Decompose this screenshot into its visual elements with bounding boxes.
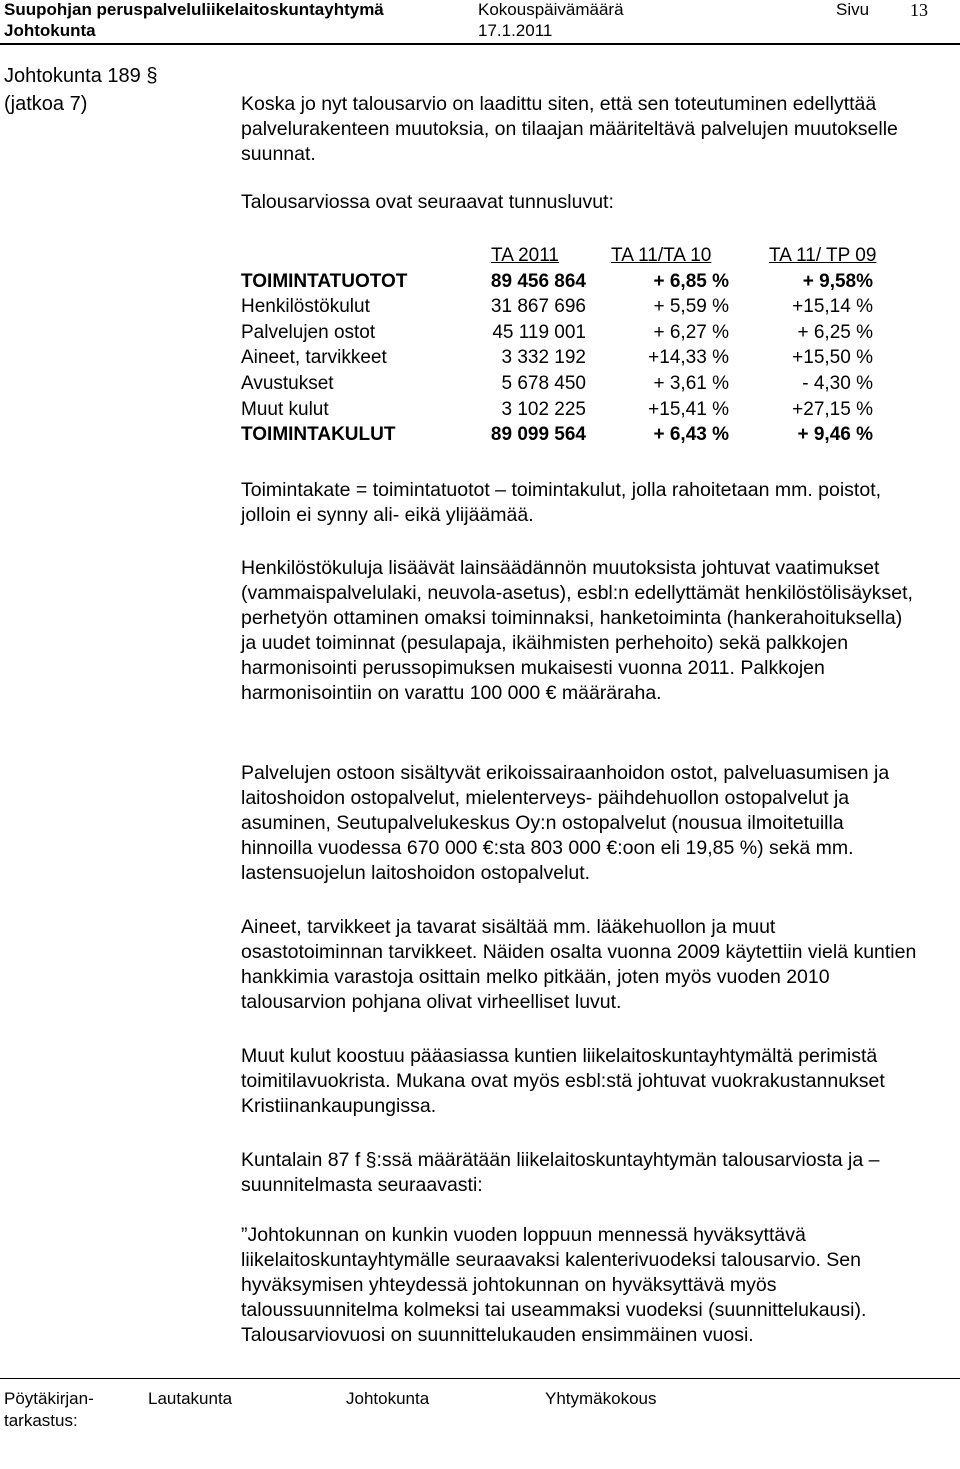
row-ta2011: 89 099 564: [490, 424, 586, 446]
row-change-vs-ta10: + 6,27 %: [653, 321, 729, 343]
row-change-vs-tp09: +15,50 %: [792, 347, 873, 369]
column-header: TA 11/ TP 09: [769, 245, 877, 266]
column-header: TA 11/TA 10: [611, 245, 712, 266]
row-change-vs-tp09: - 4,30 %: [802, 372, 873, 394]
row-change-vs-ta10: + 6,43 %: [653, 424, 729, 446]
date-label: Kokouspäivämäärä: [478, 0, 624, 19]
page-number: 13: [910, 0, 928, 20]
table-row: [241, 371, 921, 397]
table-body: [241, 269, 921, 448]
table-row: [241, 269, 921, 295]
row-ta2011: 89 456 864: [490, 270, 586, 292]
section-title: Johtokunta 189 §: [4, 65, 158, 87]
row-change-vs-tp09: + 9,46 %: [797, 424, 873, 446]
row-change-vs-tp09: + 6,25 %: [797, 321, 873, 343]
column-header: TA 2011: [491, 245, 559, 266]
paragraph-quote: ”Johtokunnan on kunkin vuoden loppuun mennessä hyväksyttävä liikelaitoskuntayhtymälle seuraavaksi kalenterivuodeksi talousarvio. Sen hyväksymisen yhteydessä johtokunnan on hyväksyttävä myös taloussuunnitelma kolmeksi tai useammaksi vuodeksi (suunnittelukausi). Talousarviovuosi on suunnittelukauden ensimmäinen vuosi.: [241, 1224, 867, 1346]
row-label: Muut kulut: [241, 398, 329, 420]
footer-yhtymakokous: Yhtymäkokous: [545, 1389, 657, 1408]
table-header-row: [241, 243, 921, 269]
section-continued: (jatkoa 7): [4, 93, 88, 115]
row-ta2011: 5 678 450: [501, 372, 586, 394]
body-name: Johtokunta: [4, 21, 96, 40]
page-label: Sivu: [836, 0, 870, 19]
header-rule: [0, 43, 960, 45]
row-change-vs-tp09: + 9,58%: [802, 270, 873, 292]
row-change-vs-tp09: +15,14 %: [792, 296, 873, 318]
paragraph-muut-kulut: Muut kulut koostuu pääasiassa kuntien liikelaitoskuntayhtymältä perimistä toimitilavuokrista. Mukana ovat myös esbl:stä johtuvat vuokrakustannukset Kristiinankaupungissa.: [241, 1045, 885, 1117]
table-row: [241, 397, 921, 423]
row-ta2011: 45 119 001: [492, 321, 586, 343]
paragraph-palvelujen-ostot: Palvelujen ostoon sisältyvät erikoissairaanhoidon ostot, palveluasumisen ja laitoshoidon ostopalvelut, mielenterveys- päihdehuollon ostopalvelut ja asuminen, Seutupalvelukeskus Oy:n ostopalvelut (nousua ilmoitetuilla hinnoilla vuodessa 670 000 €:sta 803 000 €:oon eli 19,85 %) sekä mm. lastensuojelun laitoshoidon ostopalvelut.: [241, 762, 890, 884]
meeting-date: 17.1.2011: [478, 21, 553, 40]
table-row: [241, 422, 921, 448]
row-change-vs-ta10: +14,33 %: [648, 347, 729, 369]
row-change-vs-ta10: + 3,61 %: [653, 372, 729, 394]
paragraph-toimintakate: Toimintakate = toimintatuotot – toimintakulut, jolla rahoitetaan mm. poistot, jolloin ei synny ali- eikä ylijäämää.: [241, 479, 882, 526]
row-change-vs-ta10: + 5,59 %: [653, 296, 729, 318]
paragraph-aineet: Aineet, tarvikkeet ja tavarat sisältää mm. lääkehuollon ja muut osastotoiminnan tarvikkeet. Näiden osalta vuonna 2009 käytettiin vielä kuntien hankkimia varastoja osittain melko pitkään, joten myös vuoden 2010 talousarvion pohjana olivat virheelliset luvut.: [241, 916, 917, 1013]
paragraph-kuntalaki: Kuntalain 87 f §:ssä määrätään liikelaitoskuntayhtymän talousarviosta ja – suunnitelmasta seuraavasti:: [241, 1149, 880, 1196]
row-ta2011: 3 332 192: [501, 347, 586, 369]
row-label: Henkilöstökulut: [241, 296, 370, 318]
row-change-vs-tp09: +27,15 %: [792, 398, 873, 420]
table-row: [241, 345, 921, 371]
row-change-vs-ta10: +15,41 %: [648, 398, 729, 420]
organization-name: Suupohjan peruspalveluliikelaitoskuntayhtymä: [4, 0, 384, 19]
row-label: TOIMINTATUOTOT: [241, 270, 408, 292]
row-label: Aineet, tarvikkeet: [241, 347, 387, 369]
table-row: [241, 320, 921, 346]
row-ta2011: 3 102 225: [501, 398, 586, 420]
footer-johtokunta: Johtokunta: [346, 1389, 430, 1408]
row-label: Palvelujen ostot: [241, 321, 376, 343]
footer-checked: Pöytäkirjan- tarkastus:: [4, 1389, 94, 1430]
paragraph-intro: Koska jo nyt talousarvio on laadittu siten, että sen toteutuminen edellyttää palvelurakenteen muutoksia, on tilaajan määriteltävä palvelujen muutokselle suunnat.: [241, 93, 898, 165]
row-ta2011: 31 867 696: [490, 296, 586, 318]
footer-rule: [0, 1378, 960, 1379]
row-label: Avustukset: [241, 372, 334, 394]
row-label: TOIMINTAKULUT: [241, 424, 396, 446]
table-row: [241, 294, 921, 320]
paragraph-key-figures: Talousarviossa ovat seuraavat tunnusluvut:: [241, 191, 614, 213]
footer-lautakunta: Lautakunta: [148, 1389, 233, 1408]
budget-table: [241, 243, 921, 448]
paragraph-henkilostokulut: Henkilöstökuluja lisäävät lainsäädännön muutoksista johtuvat vaatimukset (vammaispalvelulaki, neuvola-asetus), esbl:n edellyttämät henkilöstölisäykset, perhetyön ottaminen omaksi toiminnaksi, hanketoiminta (hankerahoituksella) ja uudet toiminnat (pesulapaja, ikäihmisten perhehoito) sekä palkkojen harmonisointi perussopimuksen mukaisesti vuonna 2011. Palkkojen harmonisointiin on varattu 100 000 € määräraha.: [241, 557, 913, 704]
row-change-vs-ta10: + 6,85 %: [653, 270, 729, 292]
